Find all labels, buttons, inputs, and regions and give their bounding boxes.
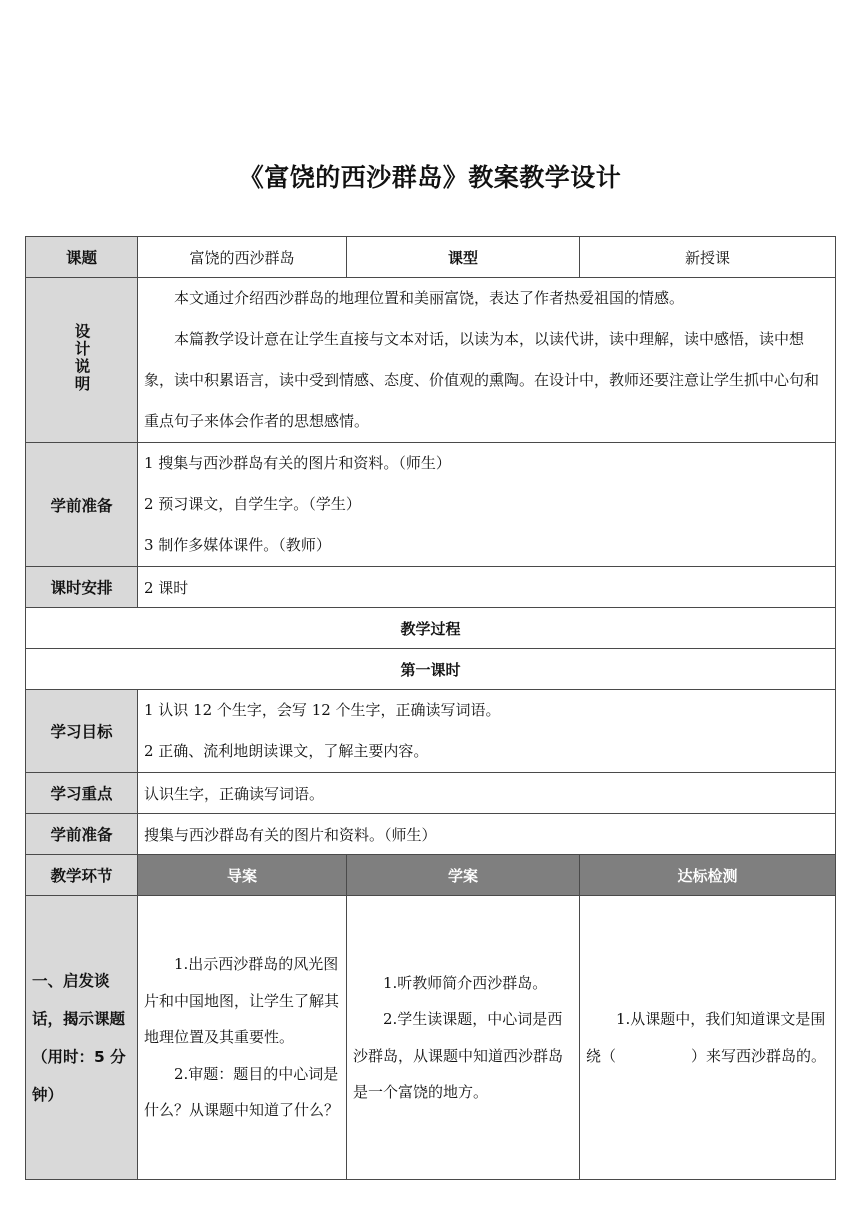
guide-column-header: 导案 <box>138 855 347 896</box>
goals-label: 学习目标 <box>26 690 138 773</box>
schedule-value: 2 课时 <box>138 567 836 608</box>
goals-row <box>26 690 836 773</box>
prep-item: 3 制作多媒体课件。（教师） <box>144 536 331 554</box>
lesson-heading: 第一课时 <box>26 649 836 690</box>
focus-row <box>26 773 836 814</box>
document-title: 《富饶的西沙群岛》教案教学设计 <box>238 163 622 192</box>
check-column-header: 达标检测 <box>580 855 836 896</box>
prep-content <box>138 443 836 567</box>
step1-stage: 一、启发谈话，揭示课题（用时：5 分钟） <box>32 971 126 1104</box>
prep-row <box>26 443 836 567</box>
design-note-label-cell <box>26 278 138 443</box>
column-header-row <box>26 855 836 896</box>
step1-check-item: 1.从课题中，我们知道课文是围绕（ ）来写西沙群岛的。 <box>586 1010 827 1065</box>
topic-value: 富饶的西沙群岛 <box>138 237 347 278</box>
prep2-value: 搜集与西沙群岛有关的图片和资料。（师生） <box>138 814 836 855</box>
lesson-plan-table <box>25 236 836 1180</box>
prep-label: 学前准备 <box>26 443 138 567</box>
goal-item: 1 认识 12 个生字，会写 12 个生字，正确读写词语。 <box>144 701 501 719</box>
design-note-paragraph: 本篇教学设计意在让学生直接与文本对话，以读为本，以读代讲，读中理解，读中感悟，读中想象，读中积累语言，读中受到情感、态度、价值观的熏陶。在设计中，教师还要注意让学生抓中心句和重点句子来体会作者的思想感情。 <box>144 330 820 430</box>
type-value: 新授课 <box>580 237 836 278</box>
focus-value: 认识生字，正确读写词语。 <box>138 773 836 814</box>
schedule-label: 课时安排 <box>26 567 138 608</box>
step1-study-cell <box>347 896 580 1180</box>
step1-stage-cell <box>26 896 138 1180</box>
step1-guide-cell <box>138 896 347 1180</box>
process-heading-row <box>26 608 836 649</box>
step1-study-item: 1.听教师简介西沙群岛。 <box>383 973 548 992</box>
design-note-label: 设计说明 <box>72 323 91 393</box>
prep2-label: 学前准备 <box>26 814 138 855</box>
goal-item: 2 正确、流利地朗读课文，了解主要内容。 <box>144 742 429 760</box>
goals-content <box>138 690 836 773</box>
design-note-row <box>26 278 836 443</box>
step1-guide-item: 1.出示西沙群岛的风光图片和中国地图，让学生了解其地理位置及其重要性。 <box>144 955 340 1047</box>
prep-item: 1 搜集与西沙群岛有关的图片和资料。（师生） <box>144 454 451 472</box>
study-column-header: 学案 <box>347 855 580 896</box>
topic-label: 课题 <box>26 237 138 278</box>
lesson-heading-row <box>26 649 836 690</box>
design-note-content <box>138 278 836 443</box>
topic-row <box>26 237 836 278</box>
step1-guide-item: 2.审题：题目的中心词是什么？从课题中知道了什么？ <box>144 1064 340 1120</box>
step1-study-item: 2.学生读课题，中心词是西沙群岛，从课题中知道西沙群岛是一个富饶的地方。 <box>353 1010 564 1101</box>
process-heading: 教学过程 <box>26 608 836 649</box>
step1-row <box>26 896 836 1180</box>
stage-column-header: 教学环节 <box>26 855 138 896</box>
design-note-paragraph: 本文通过介绍西沙群岛的地理位置和美丽富饶，表达了作者热爱祖国的情感。 <box>174 289 685 307</box>
prep-item: 2 预习课文，自学生字。（学生） <box>144 495 361 513</box>
step1-check-cell <box>580 896 836 1180</box>
type-label: 课型 <box>347 237 580 278</box>
focus-label: 学习重点 <box>26 773 138 814</box>
prep2-row <box>26 814 836 855</box>
schedule-row <box>26 567 836 608</box>
